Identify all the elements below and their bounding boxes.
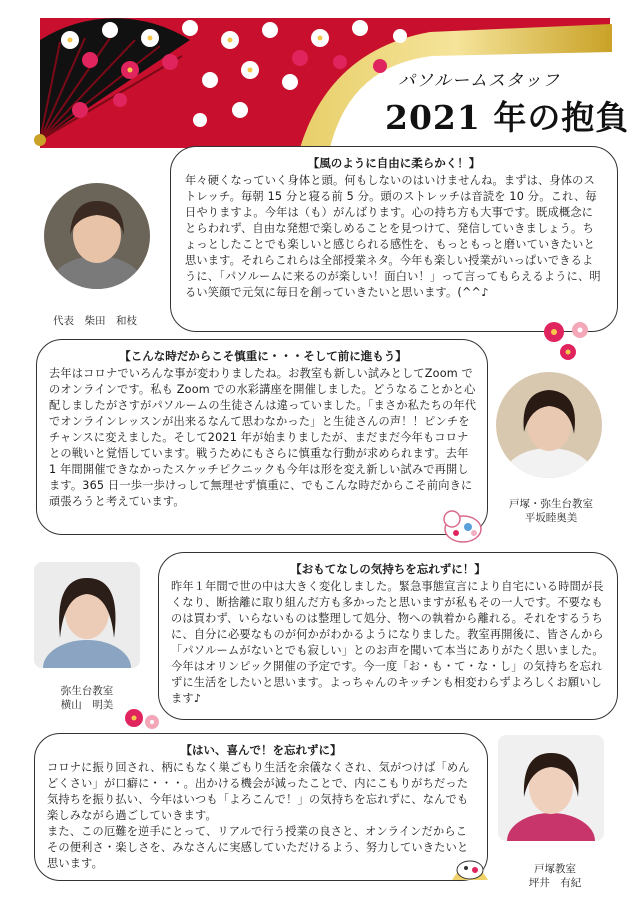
staff-photo-avatar	[496, 372, 602, 478]
message-bubble-4	[34, 733, 488, 881]
message-bubble-2	[36, 339, 488, 535]
ox-mascot-icon	[440, 505, 486, 545]
plum-blossom-icon	[122, 704, 162, 734]
page-title: 2021 年の抱負	[385, 98, 630, 137]
message-heading: 【はい、喜んで！を忘れずに】	[180, 743, 342, 757]
staff-caption	[486, 497, 616, 525]
staff-caption	[490, 862, 620, 890]
staff-photo-avatar	[34, 562, 140, 668]
staff-caption	[20, 314, 170, 328]
message-body: 年々硬くなっていく身体と頭。何もしないのはいけませんね。まずは、身体のストレッチ。毎朝 15 分と寝る前 5 分。頭のストレッチは音読を 10 分。これ、毎日やりますよ。今年は（も）がんばります。心の持ち方も大事です。既成概念にとらわれず、自由な発想で楽しめることを見つけて、発信していきましょう。ちょっとしたことでも楽しいと感じられる感性を、もっともっと磨いていきたいと思います。それらこれらは全部授業ネタ。今年も楽しい授業がいっぱいできるように、「パソルームに来るのが楽しい！面白い！」って言ってもらえるように、明るい笑顔で元気に毎日を創っていきたいと思います。(^^♪	[185, 174, 601, 299]
message-body: コロナに振り回され、柄にもなく巣ごもり生活を余儀なくされ、気がつけば「めんどくさい」が口癖に・・・。出かける機会が減ったことで、内にこもりがちだった気持ちを振り払い、今年はいつも「よろこんで！」の気持ちを忘れずに、なんでも楽しみながら過ごしていきます。 また、この厄難を逆手にとって、リアルで行う授業の良さと、オンラインだからこその便利さ・楽しさを、みなさんに実感していただけるよう、努力していきたいと思います。	[47, 761, 470, 870]
message-bubble-1	[170, 146, 618, 332]
staff-photo-avatar	[44, 183, 150, 289]
page-subtitle: パソルームスタッフ	[398, 71, 560, 91]
message-body: 昨年１年間で世の中は大きく変化しました。緊急事態宣言により自宅にいる時間が長くなり、断捨離に取り組んだ方も多かったと思いますが私もその一人です。不要なものは買わず、いらないものは整理して処分、物への執着から離れる。それをするうちに、自分に必要なものが何かがわかるようになりました。教室再開後に、皆さんから「パソルームがないとでも寂しい」とのお声を聞いて本当にありがたく思いました。今年はオリンピック開催の予定です。今一度「お・も・て・な・し」の気持ちを忘れずに生活をしたいと思います。よっちゃんのキッチンも相変わらずよろしくお願いします♪	[171, 580, 604, 705]
staff-name: 横山 明美	[60, 699, 114, 711]
message-heading: 【風のように自由に柔らかく！】	[307, 156, 481, 170]
plum-blossom-icon	[540, 318, 604, 362]
message-bubble-3	[158, 552, 618, 720]
staff-photo-avatar	[498, 735, 604, 841]
staff-school: 弥生台教室	[60, 685, 114, 697]
message-body: 去年はコロナでいろんな事が変わりましたね。お教室も新しい試みとしてZoom でのオンラインです。私も Zoom での水彩講座を開催しました。どうなることかと心配しましたがさすがパソルームの生徒さんは違っていました。「まさか私たちの年代でオンラインレッスンが出来るなんて思わなかった」と生徒さんの声！！ピンチをチャンスに変えました。そして2021 年が始まりましたが、まだまだ今年もコロナとの戦いと覚悟しています。戦うためにもさらに慎重な行動が求められます。去年 1 年間開催できなかったスケッチピクニックも今年は形を変え新しい試みで再開します。365 日一歩一歩けっして無理せず慎重に、でもこんな時だからこそ前向きに頑張ろうと考えています。	[49, 367, 477, 508]
staff-name: 代表 柴田 和枝	[53, 315, 137, 327]
staff-school: 戸塚・弥生台教室	[509, 498, 593, 510]
staff-school: 戸塚教室	[534, 863, 576, 875]
staff-name: 坪井 有紀	[528, 877, 582, 889]
message-heading: 【こんな時だからこそ慎重に・・・そして前に進もう】	[119, 349, 407, 363]
staff-name: 平坂睦奥美	[524, 512, 578, 524]
message-heading: 【おもてなしの気持ちを忘れずに！】	[290, 562, 486, 576]
ox-mascot-icon	[448, 846, 492, 884]
